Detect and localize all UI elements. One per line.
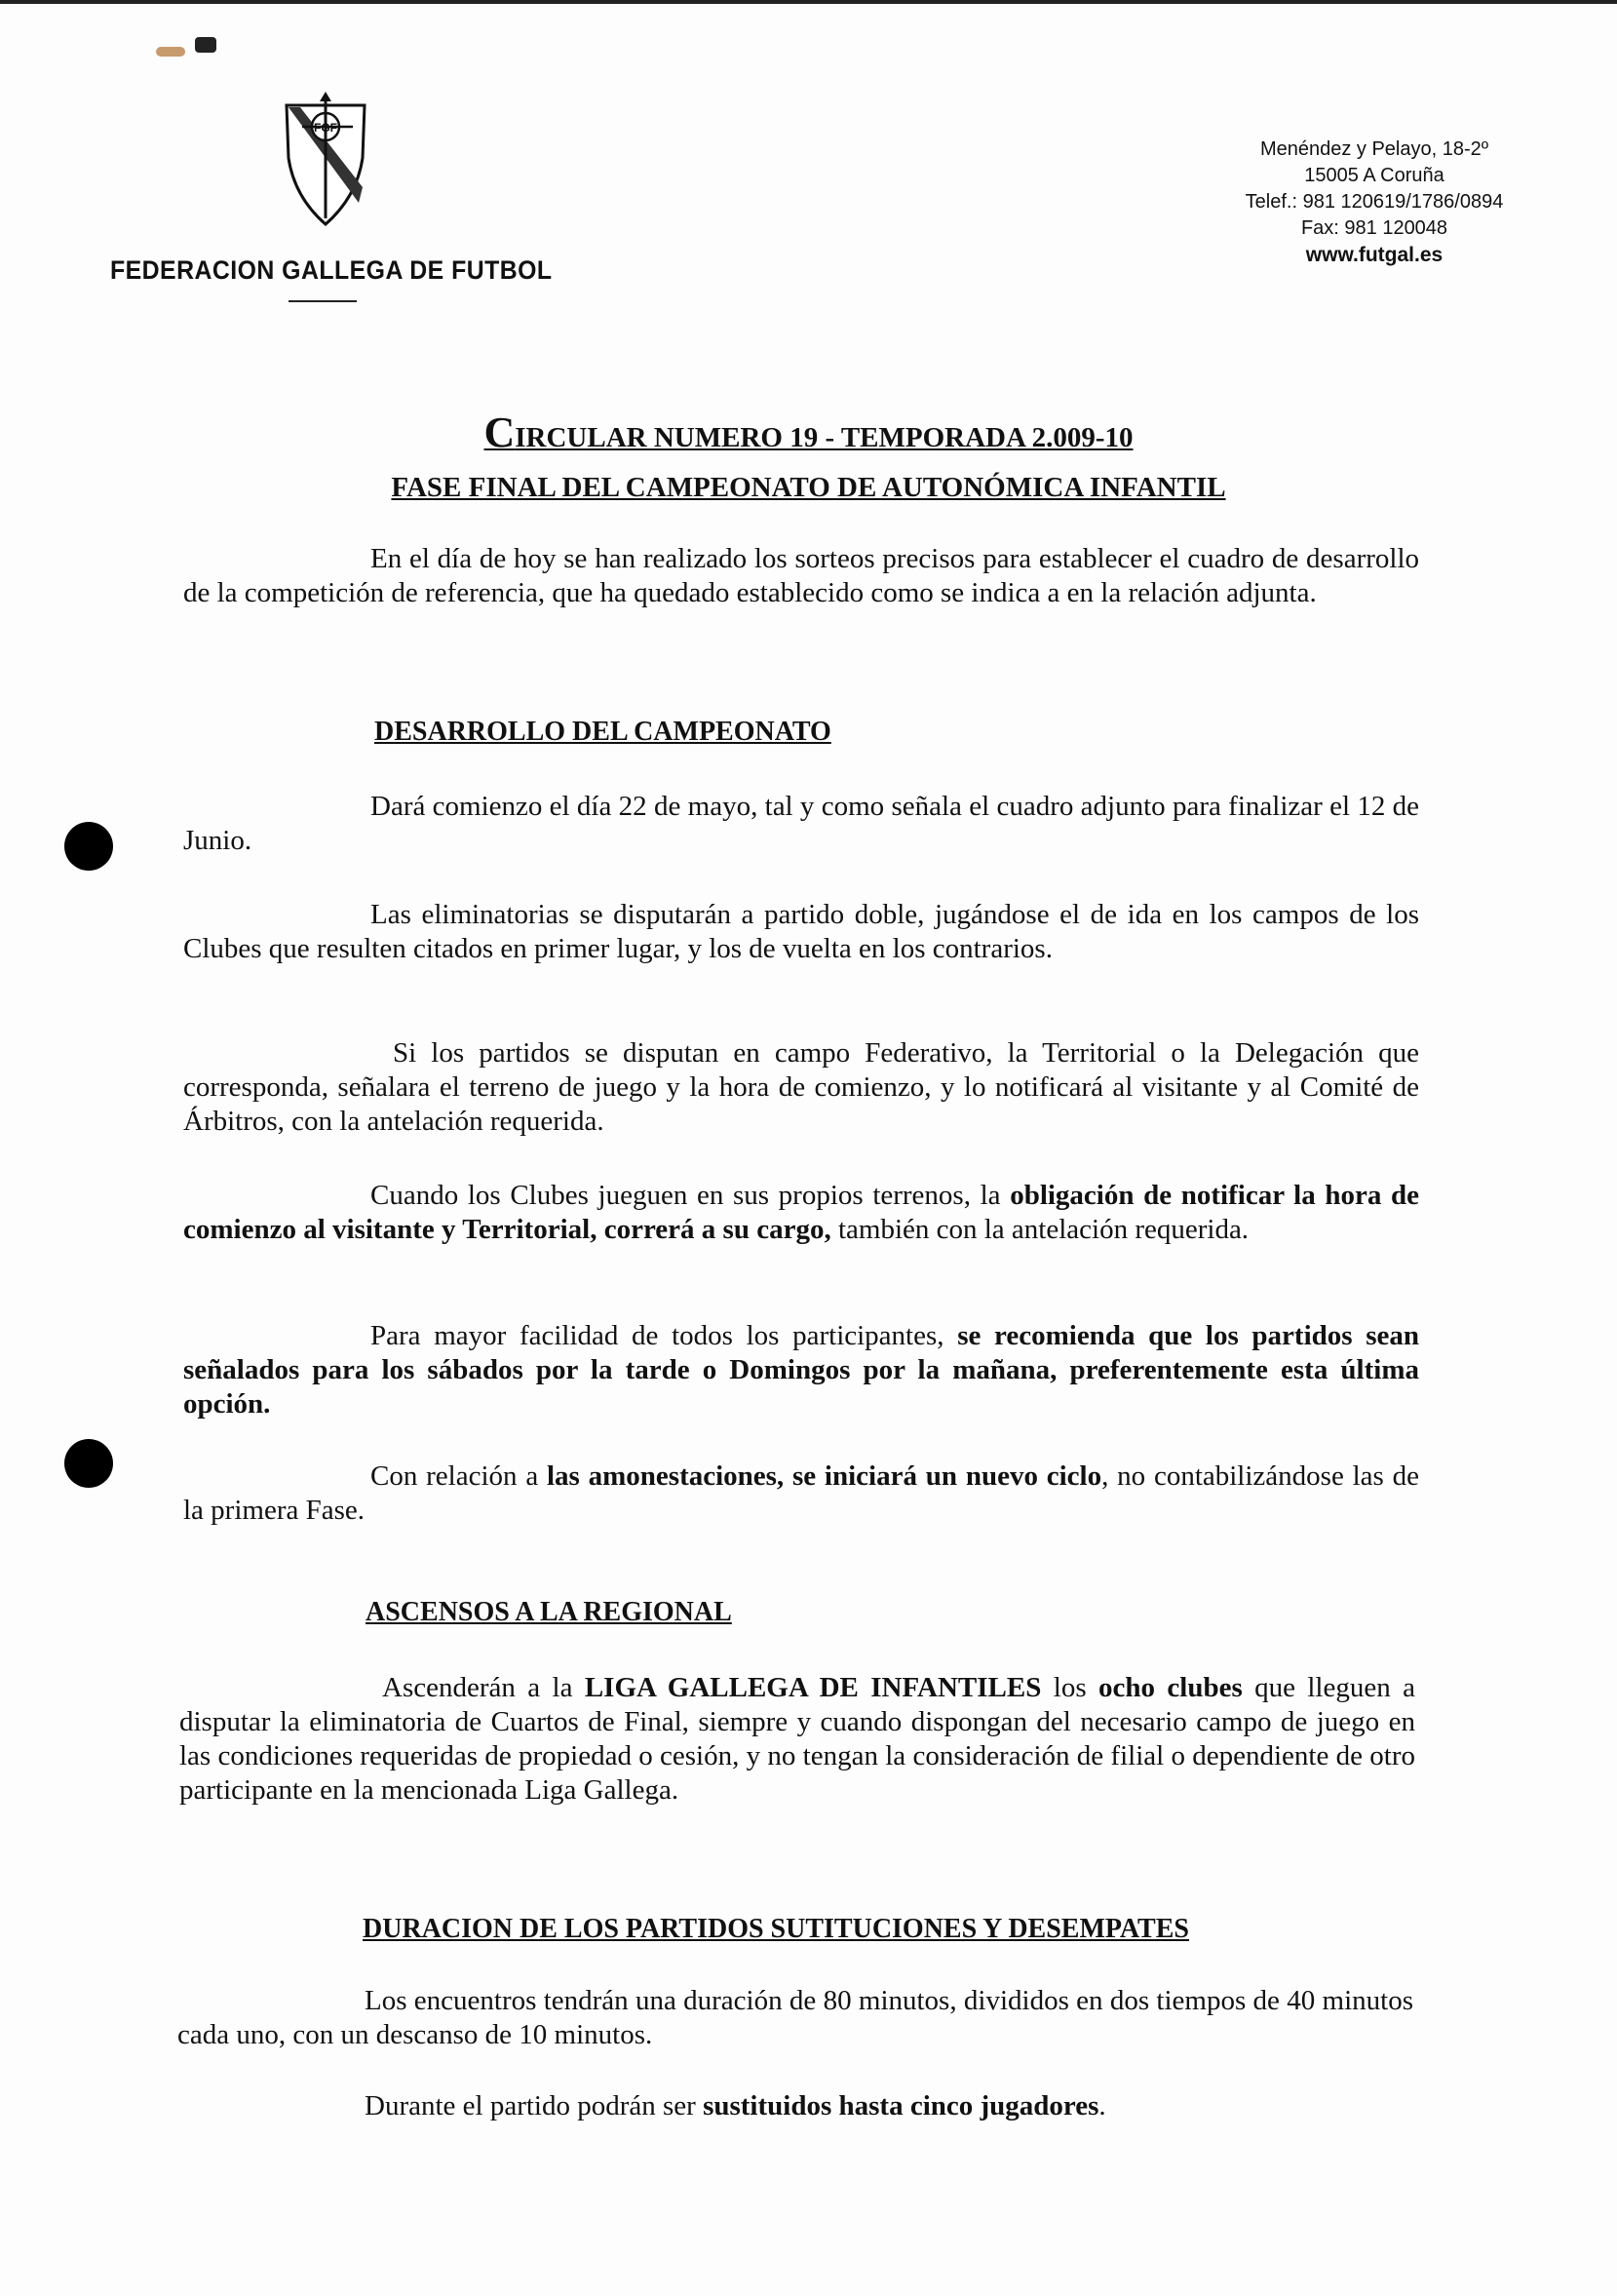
- paragraph-text: Cuando los Clubes jueguen en sus propios terrenos, la: [370, 1180, 1011, 1211]
- paragraph-text: Las eliminatorias se disputarán a partido doble, jugándose el de ida en los campos de los Clubes que resulten citados en primer lugar, y los de vuelta en los contrarios.: [183, 899, 1419, 964]
- paragraph-text: Si los partidos se disputan en campo Federativo, la Territorial o la Delegación que corresponda, señalara el terreno de juego y la hora de comienzo, y lo notificará al visitante y al Comité de Árbitros, con la antelación requerida.: [183, 1037, 1419, 1137]
- paragraph: [177, 2089, 1413, 2123]
- paragraph-text: Dará comienzo el día 22 de mayo, tal y como señala el cuadro adjunto para finalizar el 12 de Junio.: [183, 791, 1419, 856]
- paragraph-bold-text: obligación de notificar la hora de comienzo al visitante y Territorial, correrá a su cargo,: [183, 1180, 1420, 1245]
- paragraph-text: Con relación a: [370, 1460, 547, 1492]
- phone-line: Telef.: 981 120619/1786/0894: [1245, 191, 1504, 213]
- paragraph-bold-text: sustituidos hasta cinco jugadores: [703, 2090, 1099, 2121]
- paragraph-text: que lleguen a disputar la eliminatoria de Cuartos de Final, siempre y cuando dispongan del necesario campo de juego en las condiciones requeridas de propiedad o cesión, y no tengan la consideración de filial o dependiente de otro participante en la mencionada Liga Gallega.: [179, 1672, 1415, 1806]
- paragraph-bold-text: LIGA GALLEGA DE INFANTILES: [584, 1672, 1042, 1703]
- paragraph-text: .: [1098, 2090, 1106, 2121]
- contact-block: [1199, 136, 1550, 268]
- paragraph: [183, 1319, 1419, 1421]
- organization-name: FEDERACION GALLEGA DE FUTBOL: [110, 255, 553, 285]
- punch-hole: [64, 822, 113, 871]
- paragraph: [177, 1984, 1413, 2052]
- federation-crest-logo: [283, 90, 368, 226]
- rust-stain: [156, 47, 185, 57]
- paragraph-bold-text: se recomienda que los partidos sean señalados para los sábados por la tarde o Domingos por la mañana, preferentemente esta última opción.: [183, 1320, 1419, 1420]
- paragraph: [183, 898, 1419, 966]
- paragraph-bold-text: ocho clubes: [1098, 1672, 1243, 1703]
- paragraph-bold-text: las amonestaciones, se iniciará un nuevo ciclo: [546, 1460, 1102, 1492]
- title-text: IRCULAR NUMERO 19 - TEMPORADA 2.009-10: [515, 422, 1134, 453]
- paragraph: [183, 1036, 1419, 1139]
- paragraph-text: los: [1041, 1672, 1098, 1703]
- logo-letters: FGF: [314, 121, 337, 135]
- circular-subtitle: FASE FINAL DEL CAMPEONATO DE AUTONÓMICA INFANTIL: [391, 472, 1226, 503]
- website-link[interactable]: www.futgal.es: [1305, 244, 1444, 266]
- paragraph-text: En el día de hoy se han realizado los sorteos precisos para establecer el cuadro de desarrollo de la competición de referencia, que ha quedado establecido como se indica a en la relación adjunta.: [183, 543, 1419, 608]
- scan-edge: [0, 0, 1617, 4]
- staple-mark: [195, 37, 216, 53]
- paragraph-text: Ascenderán a la: [382, 1672, 585, 1703]
- paragraph-text: Los encuentros tendrán una duración de 80 minutos, divididos en dos tiempos de 40 minutos cada uno, con un descanso de 10 minutos.: [177, 1985, 1413, 2050]
- title-initial: C: [483, 409, 516, 456]
- paragraph-text: , no contabilizándose las de la primera Fase.: [183, 1460, 1419, 1526]
- punch-hole: [64, 1439, 113, 1488]
- intro-paragraph: [183, 542, 1419, 610]
- section-heading-desarrollo: DESARROLLO DEL CAMPEONATO: [374, 717, 831, 747]
- divider: [289, 300, 357, 302]
- address-line: Menéndez y Pelayo, 18-2º: [1259, 138, 1489, 160]
- section-heading-duracion: DURACION DE LOS PARTIDOS SUTITUCIONES Y DESEMPATES: [363, 1914, 1189, 1944]
- circular-title: [0, 408, 1617, 457]
- paragraph-text: Para mayor facilidad de todos los participantes,: [370, 1320, 958, 1351]
- paragraph: [179, 1671, 1415, 1808]
- paragraph-text: también con la antelación requerida.: [830, 1214, 1250, 1245]
- fax-line: Fax: 981 120048: [1300, 217, 1448, 239]
- address-line: 15005 A Coruña: [1304, 165, 1444, 186]
- paragraph: [183, 790, 1419, 858]
- paragraph: [183, 1459, 1419, 1528]
- section-heading-ascensos: ASCENSOS A LA REGIONAL: [366, 1597, 732, 1627]
- paragraph: [183, 1179, 1419, 1247]
- paragraph-text: Durante el partido podrán ser: [365, 2090, 704, 2121]
